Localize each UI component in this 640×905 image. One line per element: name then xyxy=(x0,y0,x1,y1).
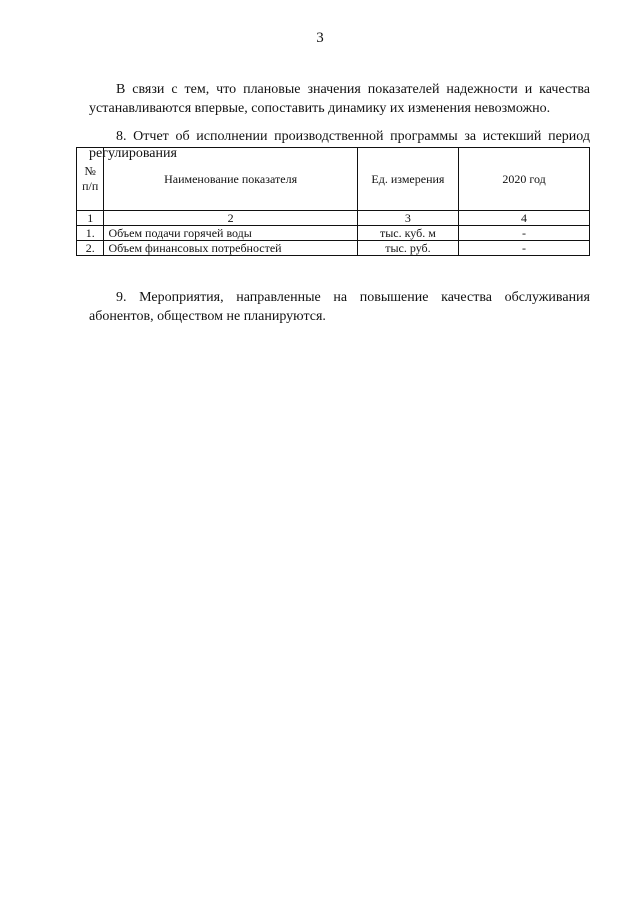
header-indicator-name: Наименование показателя xyxy=(104,148,357,211)
header-number: № п/п xyxy=(77,148,104,211)
row-indicator-name: Объем финансовых потребностей xyxy=(104,241,357,256)
page-number: 3 xyxy=(316,30,324,46)
table-row xyxy=(77,241,590,256)
row-number: 1. xyxy=(77,226,104,241)
row-unit: тыс. куб. м xyxy=(357,226,458,241)
row-value: - xyxy=(459,226,590,241)
header-year-2020: 2020 год xyxy=(459,148,590,211)
table-header-row xyxy=(77,148,590,211)
column-number: 1 xyxy=(77,211,104,226)
header-unit: Ед. измерения xyxy=(357,148,458,211)
table-row xyxy=(77,226,590,241)
production-program-report-table xyxy=(76,147,590,256)
row-unit: тыс. руб. xyxy=(357,241,458,256)
column-number: 4 xyxy=(459,211,590,226)
column-number: 3 xyxy=(357,211,458,226)
column-number-row xyxy=(77,211,590,226)
row-value: - xyxy=(459,241,590,256)
section-8-heading: 8. Отчет об исполнении производственной программы за истекший период регулирования xyxy=(89,129,590,161)
row-indicator-name: Объем подачи горячей воды xyxy=(104,226,357,241)
row-number: 2. xyxy=(77,241,104,256)
column-number: 2 xyxy=(104,211,357,226)
paragraph-reliability-note: В связи с тем, что плановые значения показателей надежности и качества устанавливаются впервые, сопоставить динамику их изменения невозможно. xyxy=(89,82,590,116)
paragraph-measures-note: 9. Мероприятия, направленные на повышение качества обслуживания абонентов, обществом не планируются. xyxy=(89,290,590,324)
